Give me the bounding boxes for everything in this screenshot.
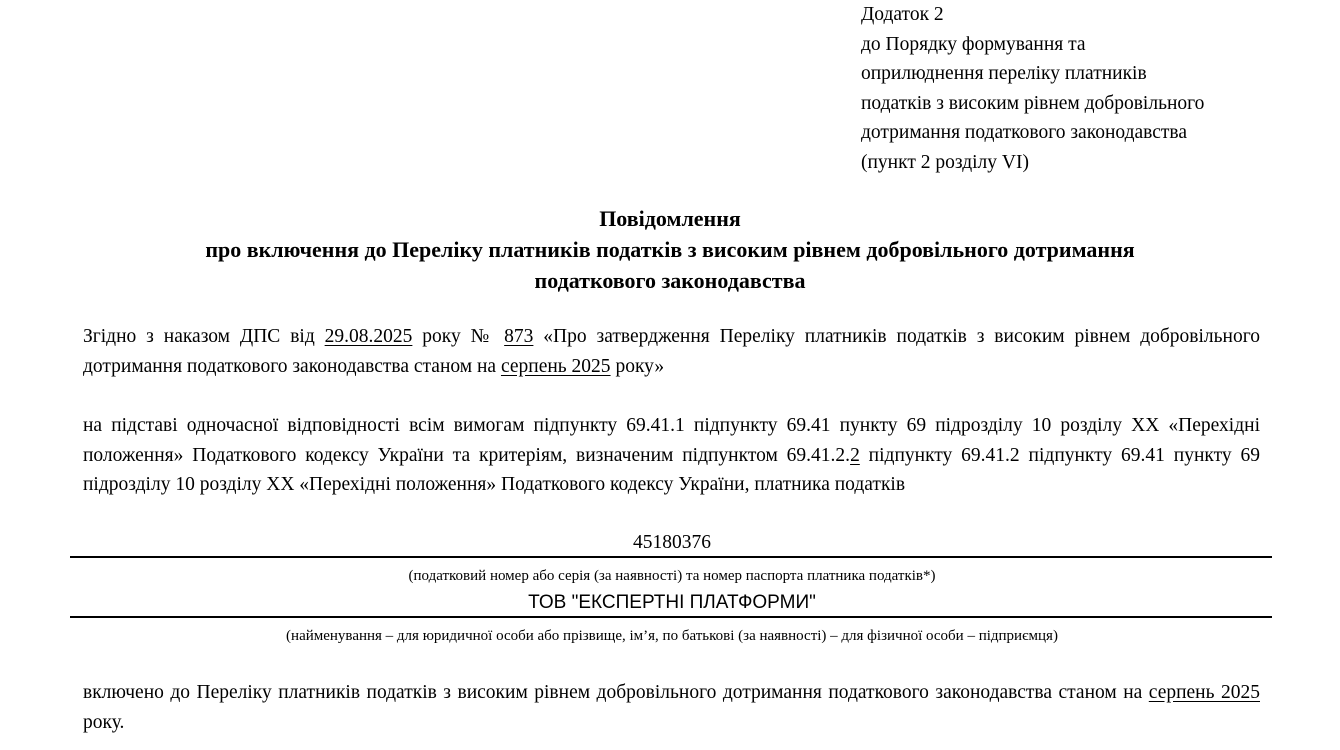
tax-number-caption: (податковий номер або серія (за наявності) та номер паспорта платника податків*) [408,568,936,584]
order-date: 29.08.2025 [324,326,413,347]
inclusion-paragraph [83,678,1260,737]
inclusion-period: серпень 2025 [1148,682,1260,703]
order-number: 873 [504,326,534,347]
order-paragraph [83,322,1260,381]
annex-line: (пункт 2 розділу VI) [861,151,1029,173]
annex-line: до Порядку формування та [861,33,1086,55]
inclusion-text: включено до Переліку платників податків з високим рівнем добровільного дотримання податкового законодавства станом на [83,682,1149,703]
basis-text: на підставі одночасної відповідності всім вимогам підпункту 69.41.1 підпункту 69.41 пункту 69 підрозділу 10 розділу XX «Перехідні положення» Податкового кодексу України та критеріям, визначеним підпунктом 69.41.2. [83,415,1260,466]
annex-line: податків з високим рівнем добровільного [861,92,1205,114]
order-text: Згідно з наказом ДПС від [83,326,325,347]
taxpayer-name-value: ТОВ "ЕКСПЕРТНІ ПЛАТФОРМИ" [528,592,816,613]
title-line-1: Повідомлення [599,206,741,231]
criterion-number: 2 [850,444,860,466]
basis-text: підпункту 69.41.2 підпункту 69.41 пункту 69 підрозділу 10 розділу XX «Перехідні положення» Податкового кодексу України, платника податків [83,444,1260,495]
title-line-3: податкового законодавства [534,268,806,293]
order-text: року № [412,326,505,347]
annex-line: дотримання податкового законодавства [861,122,1188,143]
annex-reference [861,0,1321,177]
annex-line: оприлюднення переліку платників [861,63,1147,84]
order-text: «Про затвердження Переліку платників податків з високим рівнем добровільного дотримання податкового законодавства станом на [83,326,1260,377]
document-title [0,203,1340,296]
order-period: серпень 2025 [500,355,611,377]
tax-number-value: 45180376 [633,532,711,553]
basis-paragraph [83,411,1260,500]
tax-number-underline [70,556,1272,558]
order-text: року» [610,355,665,377]
title-line-2: про включення до Переліку платників податків з високим рівнем добровільного дотримання [205,237,1135,262]
inclusion-text: року. [83,711,125,733]
taxpayer-name-underline [70,616,1272,618]
taxpayer-name-caption: (найменування – для юридичної особи або прізвище, ім’я, по батькові (за наявності) – для фізичної особи – підприємця) [286,628,1058,644]
annex-line: Додаток 2 [861,4,944,25]
